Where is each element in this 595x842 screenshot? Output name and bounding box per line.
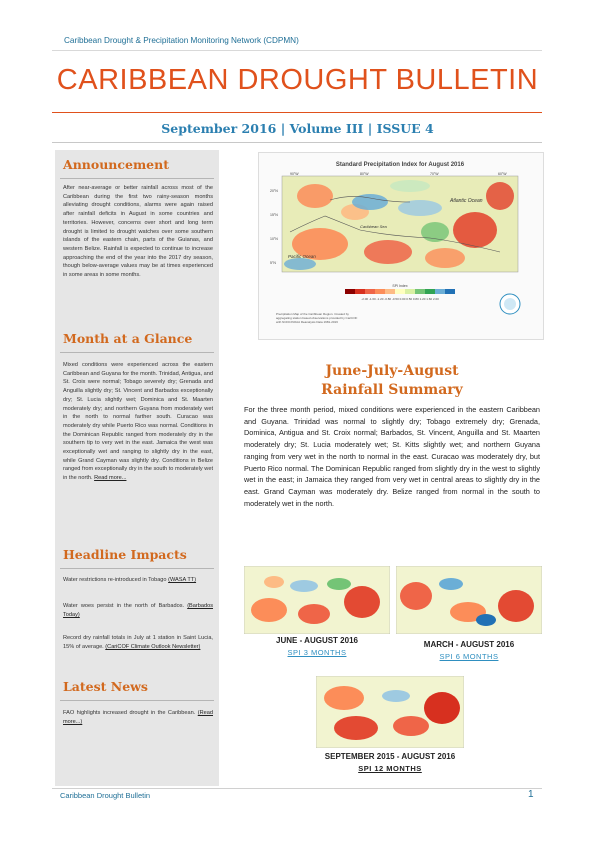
map-credit: Precipitation Map of the Caribbean Region. Created by aggregating station based observations provided by CariCOF with NCDC/NOAA Reanalysis Data 1981-2016 [276, 312, 358, 324]
wet-region [382, 690, 410, 702]
wet-region [390, 180, 430, 192]
wet-region [290, 580, 318, 592]
legend-swatch [385, 289, 395, 294]
read-more-link[interactable]: Read more... [94, 475, 127, 482]
legend-swatch [345, 289, 355, 294]
summary-body: For the three month period, mixed conditions were experienced in the eastern Caribbean and Guyana. Trinidad was normal to slightly dry; Tobago extremely dry; Grenada, Dominica, Antigua and St. Croix normal; Barbados, St. Vincent, Anguilla and St. Maarten moderately dry; St. Lucia moderately wet; St. Kitts slightly wet; and northern Guyana ranging from very wet in the north to normal in the east. Curacao was moderately dry, but Puerto Rico normal. The Dominican Republic ranged from slightly dry in the west to slightly wet in the east; in Jamaica they ranged from very wet in central areas to slightly dry in the east. Grand Cayman was moderately dry. Belize ranged from normal in the south to moderately wet in the north. [244, 405, 540, 508]
month-at-glance-divider [60, 352, 214, 353]
spi-12-month-map [316, 676, 464, 748]
wet-region [398, 200, 442, 216]
legend-swatch [395, 289, 405, 294]
dry-region [324, 686, 364, 710]
dry-region [334, 716, 378, 740]
spi-6-caption: MARCH - AUGUST 2016 [423, 640, 515, 649]
sidebar [55, 150, 219, 786]
page-number: 1 [528, 789, 534, 800]
impact-text: Record dry rainfall totals in July at 1 station in Saint Lucia, 15% of average. [63, 635, 213, 650]
latest-news-divider [60, 700, 214, 701]
announcement-text: After near-average or better rainfall across most of the Caribbean during the first two rainy-season months alleviating drought conditions, alarms were again raised after rainfall deficits in August in some countries and territories. However, concerns over short and long term drought is limited to drought watches over some southern islands of the eastern chain, parts of the Guianas, and western Belize. Rainfall is expected to continue to increase approaching the end of the year into the 2017 dry season, though below-average values may be at times experienced in some areas in some months. [63, 185, 213, 279]
impact-item [63, 602, 213, 619]
wet-region [476, 614, 496, 626]
dry-region [486, 182, 514, 210]
impact-link[interactable]: (Barbados Today) [63, 603, 213, 618]
impact-item [63, 576, 213, 585]
legend-swatch [375, 289, 385, 294]
dry-region [364, 240, 412, 264]
atlantic-label: Atlantic Ocean [450, 198, 483, 204]
legend-swatch [365, 289, 375, 294]
spi-3-caption: JUNE - AUGUST 2016 [276, 636, 358, 645]
spi-12-caption: SEPTEMBER 2015 - AUGUST 2016 [324, 752, 456, 761]
latest-news-text: FAO highlights increased drought in the Caribbean. [63, 710, 198, 716]
lon-label: 80°W [360, 172, 369, 176]
legend-swatch [415, 289, 425, 294]
impact-text: Water woes persist in the north of Barbados. [63, 603, 188, 609]
legend-swatch [405, 289, 415, 294]
spi-map [270, 172, 532, 322]
lon-label: 60°W [498, 172, 507, 176]
lon-label: 70°W [430, 172, 439, 176]
wet-region [439, 578, 463, 590]
legend-swatch [445, 289, 455, 294]
latest-news-heading: Latest News [63, 679, 148, 694]
dry-region [425, 248, 465, 268]
footer-name: Caribbean Drought Bulletin [60, 791, 151, 800]
wet-region [284, 258, 316, 270]
impact-text: Water restrictions re-introduced in Tobago [63, 577, 169, 583]
summary-title [242, 362, 542, 400]
latest-news-link[interactable]: (Read more...) [63, 710, 213, 725]
dry-region [424, 692, 460, 724]
spi-3-month-map [244, 566, 390, 634]
caribbean-label: Caribbean Sea [360, 224, 387, 229]
dry-region [393, 716, 429, 736]
header-divider [52, 50, 542, 51]
month-at-glance-body: Mixed conditions were experienced across the eastern Caribbean and Guyana for the month. Trinidad, Antigua, and St. Croix were normal; Tobago severely dry; Grenada and Anguilla slightly dry; St. Vincent and Barbados exceptionally dry; St. Lucia slightly wet; Dominica and St. Maarten moderately dry; and northern Guyana from moderately wet in the north to normal farther south. Curacao was moderately dry while Puerto Rico was normal. Conditions in the Dominican Republic ranged from moderately dry in the southern tip to very wet in the east. Jamaica the west was exceptionally wet and ranging to slightly dry in the east, while Grand Cayman was slightly dry. Conditions in Belize ranged from exceptionally dry in the south to moderately wet in the north. [63, 362, 213, 482]
impact-item [63, 634, 213, 651]
cimh-logo-inner [504, 298, 516, 310]
dry-region [297, 184, 333, 208]
month-at-glance-text [63, 361, 213, 483]
lat-label: 20°N [270, 189, 278, 193]
dry-region [264, 576, 284, 588]
month-at-glance-heading: Month at a Glance [63, 331, 193, 346]
dry-region [298, 604, 330, 624]
announcement-heading: Announcement [63, 157, 169, 172]
bulletin-title: CARIBBEAN DROUGHT BULLETIN [56, 64, 539, 96]
pacific-label: Pacific Ocean [288, 254, 316, 259]
spi-6-month-map [396, 566, 542, 634]
announcement-divider [60, 178, 214, 179]
lat-label: 10°N [270, 237, 278, 241]
issue-divider [52, 142, 542, 143]
summary-title-line1: June-July-August [325, 363, 459, 379]
spi-3-link[interactable]: SPI 3 MONTHS [287, 648, 347, 657]
footer-divider [52, 788, 542, 789]
dry-region [251, 598, 287, 622]
spi-6-link[interactable]: SPI 6 MONTHS [439, 652, 499, 661]
spi-map-title: Standard Precipitation Index for August 2016 [335, 162, 465, 168]
dry-region [453, 212, 497, 248]
title-divider [52, 112, 542, 113]
legend-ticks: -2.00 -1.60 -1.20 -0.80 -0.50 0.00 0.50 0.80 1.20 1.60 2.00 [361, 297, 439, 301]
summary-title-line2: Rainfall Summary [321, 382, 463, 398]
legend-swatch [425, 289, 435, 294]
headline-impacts-divider [60, 568, 214, 569]
lat-label: 15°N [270, 213, 278, 217]
dry-region [400, 582, 432, 610]
lon-label: 90°W [290, 172, 299, 176]
wet-region [327, 578, 351, 590]
issue-line: September 2016 | Volume III | ISSUE 4 [161, 121, 434, 136]
spi-legend [345, 289, 455, 294]
impact-link[interactable]: (CariCOF Climate Outlook Newsletter) [105, 643, 201, 650]
legend-swatch [355, 289, 365, 294]
latest-news-item [63, 709, 213, 726]
legend-title: SPI Index [392, 284, 408, 288]
impact-link[interactable]: (WASA TT) [168, 577, 197, 583]
organization-name: Caribbean Drought & Precipitation Monitoring Network (CDPMN) [64, 36, 299, 45]
dry-region [344, 586, 380, 618]
spi-12-link[interactable]: SPI 12 MONTHS [358, 764, 422, 773]
legend-swatch [435, 289, 445, 294]
dry-region [498, 590, 534, 622]
headline-impacts-heading: Headline Impacts [63, 547, 187, 562]
lat-label: 5°N [270, 261, 276, 265]
